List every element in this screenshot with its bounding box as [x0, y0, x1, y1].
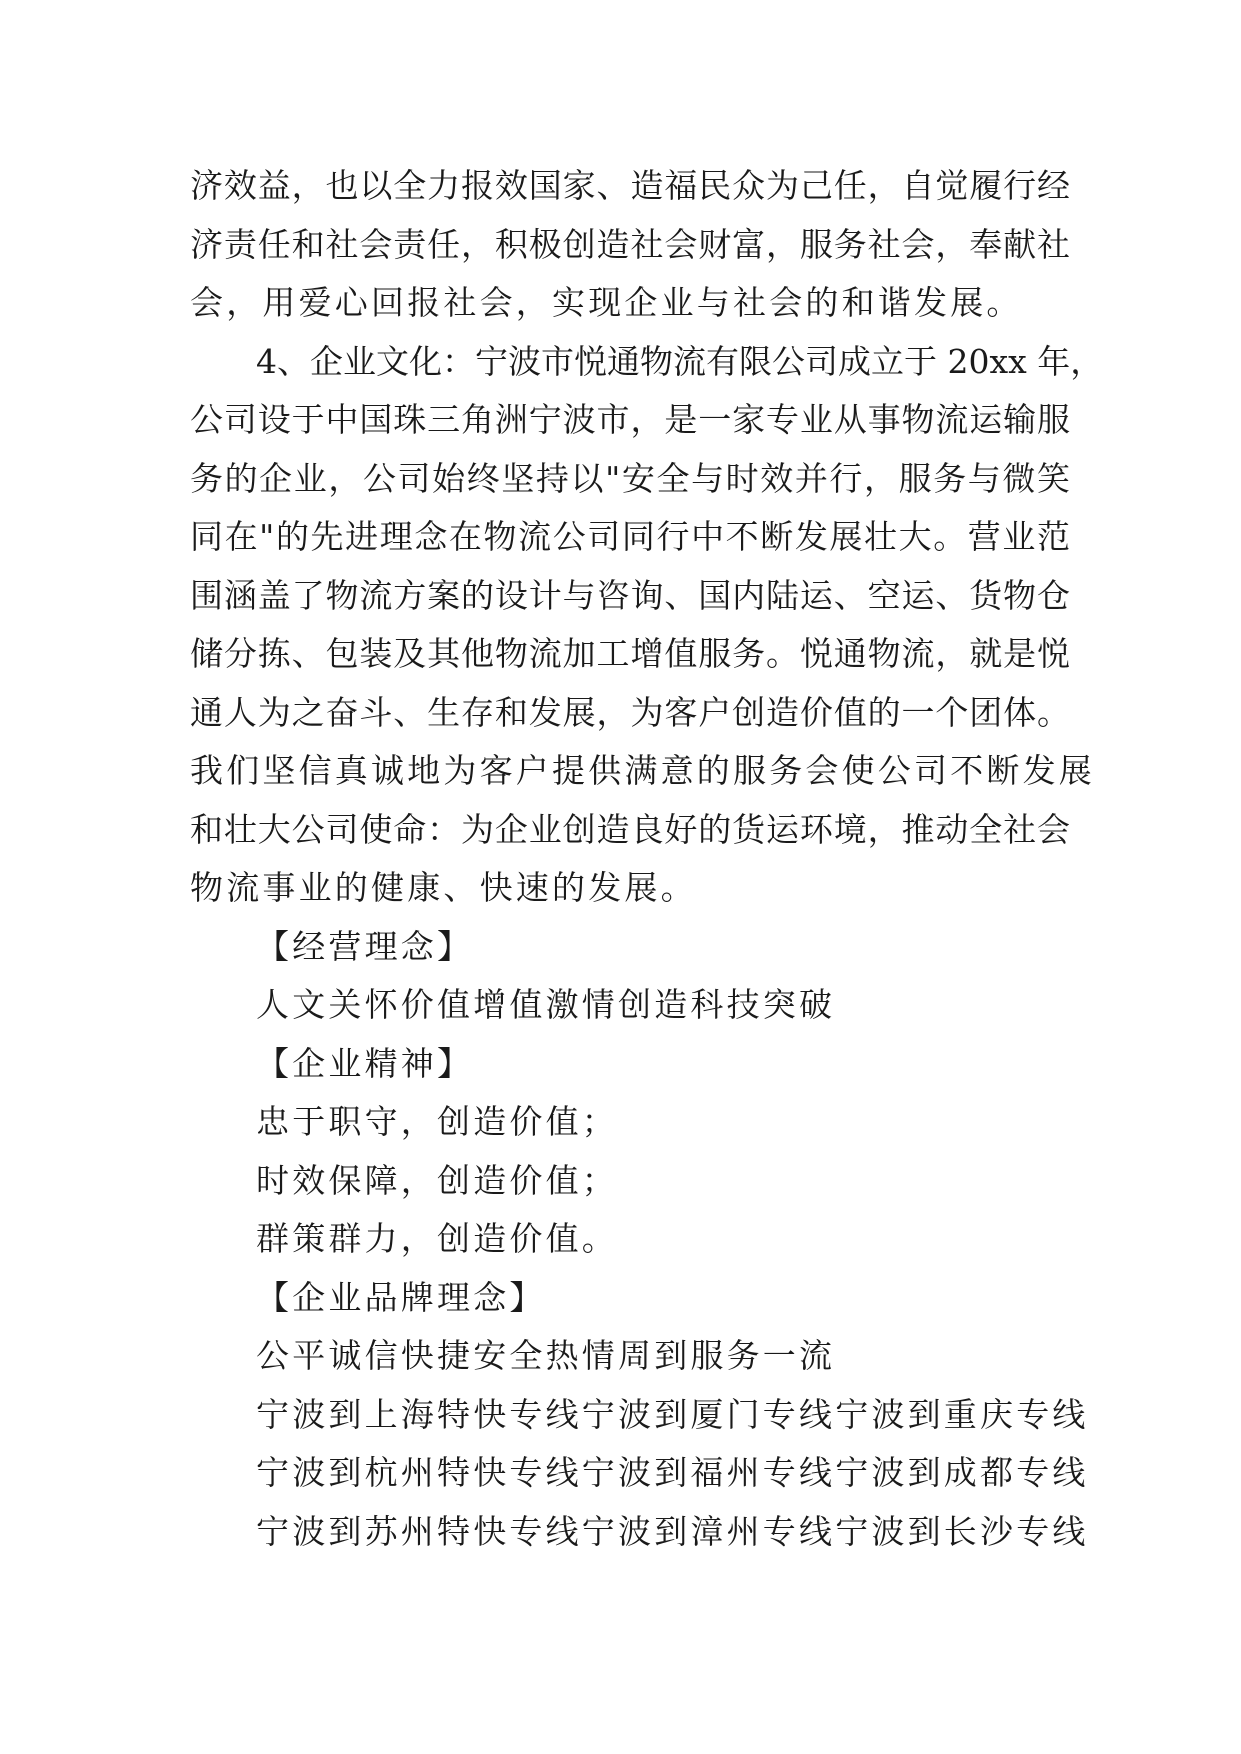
- paragraph-line: 围涵盖了物流方案的设计与咨询、国内陆运、空运、货物仓: [190, 575, 1070, 615]
- paragraph-line: 和壮大公司使命：为企业创造良好的货运环境，推动全社会: [190, 809, 1070, 849]
- paragraph-line: 物流事业的健康、快速的发展。: [190, 868, 697, 907]
- paragraph-line: 济责任和社会责任，积极创造社会财富，服务社会，奉献社: [190, 224, 1070, 264]
- paragraph-line: 储分拣、包装及其他物流加工增值服务。悦通物流，就是悦: [190, 634, 1070, 673]
- paragraph-line: 通人为之奋斗、生存和发展，为客户创造价值的一个团体。: [190, 692, 1070, 732]
- route-line: 宁波到杭州特快专线宁波到福州专线宁波到成都专线: [256, 1453, 1089, 1492]
- route-line: 宁波到上海特快专线宁波到厦门专线宁波到重庆专线: [256, 1394, 1089, 1434]
- section-line: 忠于职守，创造价值；: [256, 1102, 618, 1141]
- paragraph-line: 同在"的先进理念在物流公司同行中不断发展壮大。营业范: [190, 517, 1070, 556]
- section-heading: 【企业品牌理念】: [256, 1277, 546, 1317]
- section-heading: 【企业精神】: [256, 1043, 474, 1083]
- section-line: 时效保障，创造价值；: [256, 1160, 618, 1200]
- section-heading: 【经营理念】: [256, 926, 474, 966]
- route-line: 宁波到苏州特快专线宁波到漳州专线宁波到长沙专线: [256, 1511, 1089, 1551]
- section-line: 公平诚信快捷安全热情周到服务一流: [256, 1336, 836, 1375]
- paragraph-line: 4、企业文化：宁波市悦通物流有限公司成立于 20xx 年，: [256, 341, 1104, 381]
- section-line: 人文关怀价值增值激情创造科技突破: [256, 985, 836, 1024]
- paragraph-line: 公司设于中国珠三角洲宁波市，是一家专业从事物流运输服: [190, 400, 1070, 439]
- section-line: 群策群力，创造价值。: [256, 1219, 618, 1258]
- paragraph-line: 务的企业，公司始终坚持以"安全与时效并行，服务与微笑: [190, 458, 1070, 498]
- paragraph-line: 济效益，也以全力报效国家、造福民众为己任，自觉履行经: [190, 166, 1070, 205]
- document-body: [190, 157, 1104, 1561]
- paragraph-line: 我们坚信真诚地为客户提供满意的服务会使公司不断发展: [190, 751, 1095, 790]
- paragraph-line: 会，用爱心回报社会，实现企业与社会的和谐发展。: [190, 283, 1023, 322]
